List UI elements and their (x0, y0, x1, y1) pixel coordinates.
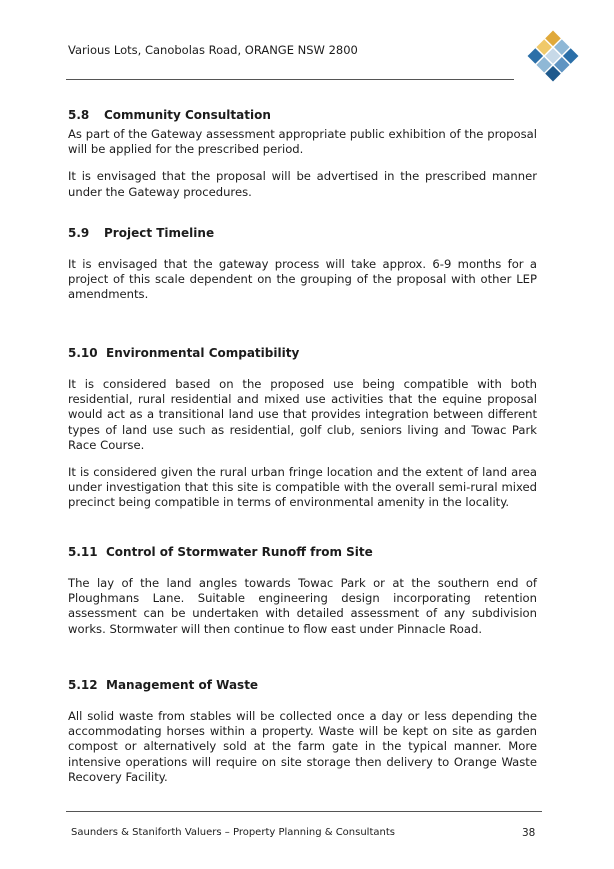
footer-company: Saunders & Staniforth Valuers – Property Planning & Consultants (71, 827, 395, 838)
section-stormwater-control (68, 545, 537, 637)
paragraph: It is considered based on the proposed use being compatible with both residential, rural residential and mixed use activities that the equine proposal would act as a transitional land use that provides integration between different types of land use such as residential, golf club, seniors living and Towac Park Race Course. (68, 377, 537, 452)
paragraph: As part of the Gateway assessment appropriate public exhibition of the proposal will be applied for the prescribed period. (68, 127, 537, 157)
section-environmental-compatibility (68, 346, 537, 511)
paragraph: The lay of the land angles towards Towac Park or at the southern end of Ploughmans Lane. Suitable engineering design incorporating retention assessment can be undertaken with detailed assessment of any subdivision works. Stormwater will then continue to flow east under Pinnacle Road. (68, 576, 537, 636)
paragraph: It is considered given the rural urban fringe location and the extent of land area under investigation that this site is compatible with the overall semi-rural mixed precinct being compatible in terms of environmental amenity in the locality. (68, 465, 537, 510)
paragraph: It is envisaged that the proposal will be advertised in the prescribed manner under the Gateway procedures. (68, 169, 537, 199)
section-project-timeline (68, 226, 537, 303)
section-heading: 5.9 Project Timeline (68, 226, 215, 240)
section-waste-management (68, 678, 537, 785)
header-address: Various Lots, Canobolas Road, ORANGE NSW 2800 (68, 43, 358, 57)
paragraph: All solid waste from stables will be collected once a day or less depending the accommodating horses within a property. Waste will be kept on site as garden compost or alternatively sold at the farm gate in the typical manner. More intensive operations will require on site storage then delivery to Orange Waste Recovery Facility. (68, 709, 537, 784)
section-heading: 5.8 Community Consultation (68, 108, 271, 122)
section-heading: 5.11 Control of Stormwater Runoff from Site (68, 545, 373, 559)
company-logo-icon (525, 28, 581, 84)
section-heading: 5.12 Management of Waste (68, 678, 259, 692)
section-heading: 5.10 Environmental Compatibility (68, 346, 300, 360)
header-divider (66, 79, 514, 80)
paragraph: It is envisaged that the gateway process will take approx. 6-9 months for a project of this scale dependent on the grouping of the proposal with other LEP amendments. (68, 257, 537, 302)
section-community-consultation (68, 108, 537, 200)
footer-divider (66, 811, 542, 812)
page-number: 38 (522, 827, 536, 839)
